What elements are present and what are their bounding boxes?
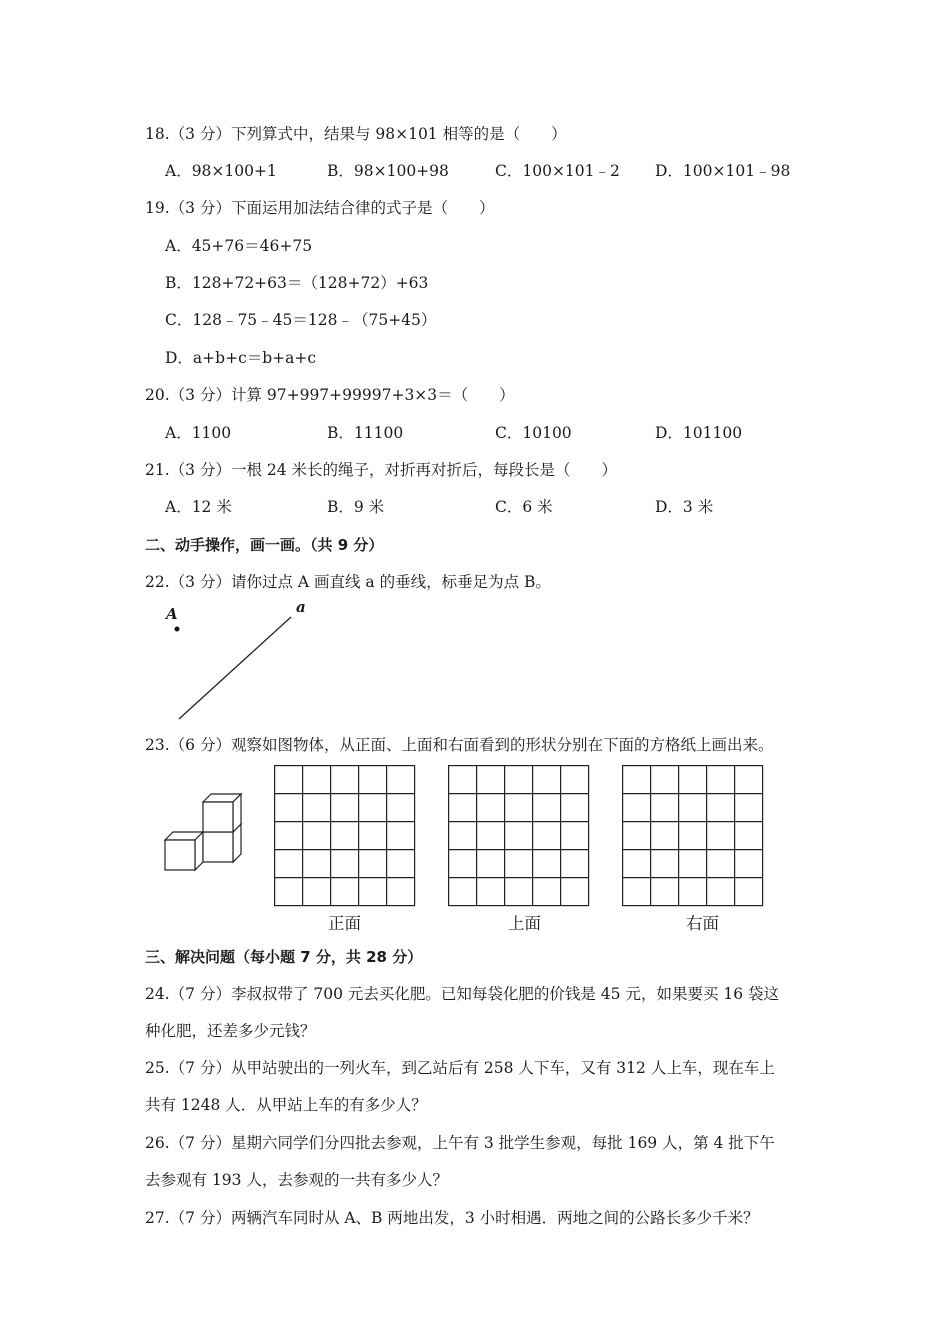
q26-line-2: 去参观有 193 人，去参观的一共有多少人？ [145, 1171, 448, 1189]
q25-line-2: 共有 1248 人．从甲站上车的有多少人？ [145, 1096, 427, 1114]
q20-option-b: B．11100 [327, 424, 404, 442]
q19-option-c: C．128﹣75﹣45＝128﹣（75+45） [165, 311, 437, 329]
grid-front-label: 正面 [328, 914, 361, 933]
point-a-label: A [166, 605, 178, 623]
q24-line-2: 种化肥，还差多少元钱？ [145, 1022, 316, 1040]
cube-figure [160, 788, 250, 873]
q19-stem: 19.（3 分）下面运用加法结合律的式子是（ ） [145, 199, 495, 217]
q20-option-d: D．101100 [655, 424, 743, 442]
q19-option-d: D．a+b+c＝b+a+c [165, 349, 317, 367]
q21-option-b: B．9 米 [327, 498, 385, 516]
q20-stem: 20.（3 分）计算 97+997+99997+3×3＝（ ） [145, 386, 515, 404]
grid-top[interactable] [448, 765, 589, 906]
q24-line-1: 24.（7 分）李叔叔带了 700 元去买化肥。已知每袋化肥的价钱是 45 元，如果要买 16 袋这 [145, 985, 780, 1003]
q21-option-c: C．6 米 [495, 498, 553, 516]
q20-option-c: C．10100 [495, 424, 572, 442]
q18-option-d: D．100×101﹣98 [655, 162, 791, 180]
section-3-heading: 三、解决问题（每小题 7 分，共 28 分） [145, 948, 423, 966]
q18-option-b: B．98×100+98 [327, 162, 449, 180]
line-a-label: a [296, 598, 306, 616]
q27-line-1: 27.（7 分）两辆汽车同时从 A、B 两地出发，3 小时相遇．两地之间的公路长多少千米？ [145, 1209, 759, 1227]
q21-stem: 21.（3 分）一根 24 米长的绳子，对折再对折后，每段长是（ ） [145, 461, 618, 479]
q18-stem: 18.（3 分）下列算式中，结果与 98×101 相等的是（ ） [145, 125, 567, 143]
q21-option-a: A．12 米 [165, 498, 232, 516]
q19-option-b: B．128+72+63＝（128+72）+63 [165, 274, 429, 292]
point-a-dot [175, 627, 180, 632]
grid-right-label: 右面 [686, 914, 719, 933]
q23-stem: 23.（6 分）观察如图物体，从正面、上面和右面看到的形状分别在下面的方格纸上画出来。 [145, 736, 774, 754]
q25-line-1: 25.（7 分）从甲站驶出的一列火车，到乙站后有 258 人下车，又有 312 人上车，现在车上 [145, 1059, 775, 1077]
q18-option-c: C．100×101﹣2 [495, 162, 620, 180]
grid-front[interactable] [274, 765, 415, 906]
line-a [179, 617, 291, 719]
q22-stem: 22.（3 分）请你过点 A 画直线 a 的垂线，标垂足为点 B。 [145, 573, 551, 591]
q19-option-a: A．45+76＝46+75 [165, 237, 313, 255]
grid-top-label: 上面 [508, 914, 541, 933]
q21-option-d: D．3 米 [655, 498, 714, 516]
q20-option-a: A．1100 [165, 424, 232, 442]
grid-right[interactable] [622, 765, 763, 906]
section-2-heading: 二、动手操作，画一画。（共 9 分） [145, 536, 384, 554]
q26-line-1: 26.（7 分）星期六同学们分四批去参观，上午有 3 批学生参观，每批 169 人，第 4 批下午 [145, 1134, 775, 1152]
q22-figure [160, 600, 310, 725]
q18-option-a: A．98×100+1 [165, 162, 277, 180]
